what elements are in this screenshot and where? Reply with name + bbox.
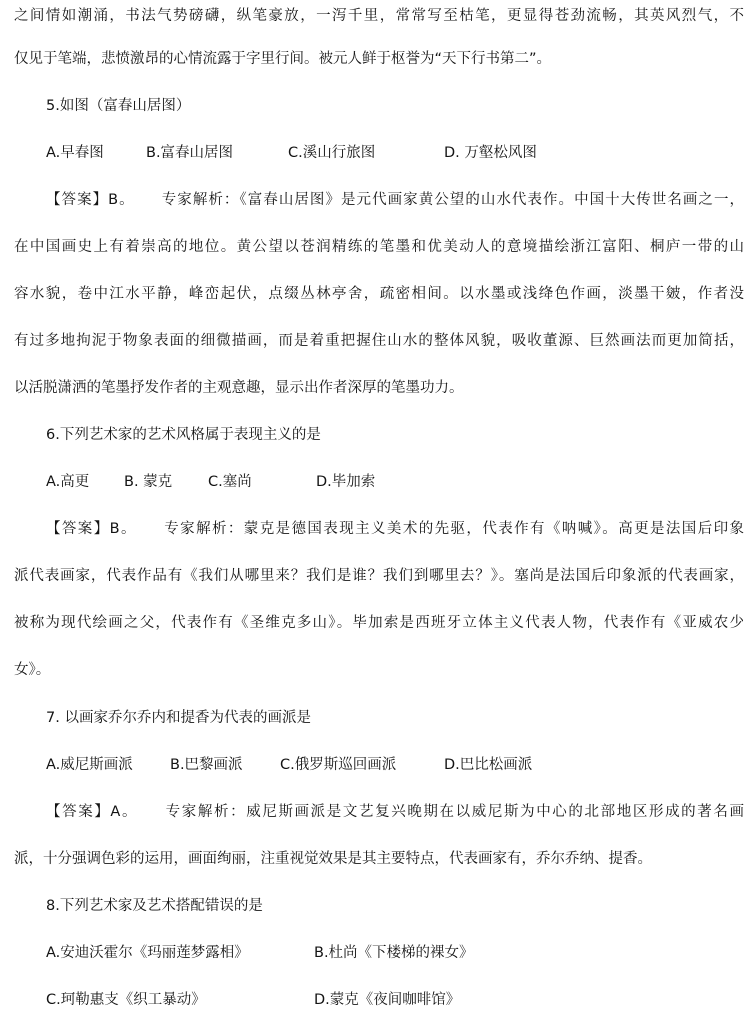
q6-option-d: D.毕加索 xyxy=(316,474,376,490)
q7-analysis-line-2: 派，十分强调色彩的运用，画面绚丽，注重视觉效果是其主要特点，代表画家有，乔尔乔纳、提香。 xyxy=(14,851,652,867)
question-7: 7. 以画家乔尔乔内和提香为代表的画派是 xyxy=(46,710,311,726)
intro-line-1: 之间情如潮涌，书法气势磅礴，纵笔豪放，一泻千里，常常写至枯笔，更显得苍劲流畅，其英风烈气，不 xyxy=(14,8,744,24)
q8-option-c: C.珂勒惠支《织工暴动》 xyxy=(46,992,206,1008)
q7-analysis-label: 专家解析： xyxy=(164,804,247,820)
q6-option-c: C.塞尚 xyxy=(208,474,252,490)
question-5: 5.如图（富春山居图） xyxy=(46,98,191,114)
q7-answer: 【答案】A。 xyxy=(46,804,139,820)
q5-analysis-line-2: 在中国画史上有着崇高的地位。黄公望以苍润精练的笔墨和优美动人的意境描绘浙江富阳、桐庐一带的山 xyxy=(14,239,744,255)
q5-option-a: A.早春图 xyxy=(46,145,104,161)
q5-option-b: B.富春山居图 xyxy=(146,145,234,161)
q6-analysis-line-4: 女》。 xyxy=(14,662,51,678)
q7-option-d: D.巴比松画派 xyxy=(444,757,533,773)
q5-analysis-line-3: 容水貌，卷中江水平静，峰峦起伏，点缀丛林亭舍，疏密相间。以水墨或浅绛色作画，淡墨干皴，作者没 xyxy=(14,286,744,302)
question-8: 8.下列艺术家及艺术搭配错误的是 xyxy=(46,898,263,914)
q7-answer-line xyxy=(46,802,744,822)
q7-option-c: C.俄罗斯巡回画派 xyxy=(280,757,397,773)
q5-answer-line xyxy=(46,190,744,210)
q6-option-a: A.高更 xyxy=(46,474,90,490)
q5-analysis-label: 专家解析： xyxy=(160,192,240,208)
q6-answer: 【答案】B。 xyxy=(46,521,137,537)
q8-option-b: B.杜尚《下楼梯的裸女》 xyxy=(314,945,474,961)
q5-analysis-line-5: 以活脱潇洒的笔墨抒发作者的主观意趣，显示出作者深厚的笔墨功力。 xyxy=(14,380,464,396)
q8-option-d: D.蒙克《夜间咖啡馆》 xyxy=(314,992,461,1008)
q8-option-a: A.安迪沃霍尔《玛丽莲梦露相》 xyxy=(46,945,249,961)
q7-option-b: B.巴黎画派 xyxy=(170,757,243,773)
q6-option-b: B. 蒙克 xyxy=(124,474,173,490)
q6-analysis-label: 专家解析： xyxy=(162,521,244,537)
q6-analysis-line-3: 被称为现代绘画之父，代表作有《圣维克多山》。毕加索是西班牙立体主义代表人物，代表作有《亚威农少 xyxy=(14,615,744,631)
question-6: 6.下列艺术家的艺术风格属于表现主义的是 xyxy=(46,427,321,443)
q5-answer: 【答案】B。 xyxy=(46,192,135,208)
intro-line-2: 仅见于笔端，悲愤激昂的心情流露于字里行间。被元人鲜于枢誉为“天下行书第二”。 xyxy=(14,51,552,67)
q5-analysis-line-4: 有过多地拘泥于物象表面的细微描画，而是着重把握住山水的整体风貌，吸收董源、巨然画法而更加简括， xyxy=(14,333,744,349)
q6-analysis-line-2: 派代表画家，代表作品有《我们从哪里来？我们是谁？我们到哪里去？》。塞尚是法国后印象派的代表画家， xyxy=(14,568,744,584)
q5-option-d: D. 万壑松风图 xyxy=(444,145,537,161)
q5-analysis-line-1: 《富春山居图》是元代画家黄公望的山水代表作。中国十大传世名画之一， xyxy=(239,192,744,208)
q6-analysis-line-1: 蒙克是德国表现主义美术的先驱，代表作有《呐喊》。高更是法国后印象 xyxy=(243,521,744,537)
q7-analysis-line-1: 威尼斯画派是文艺复兴晚期在以威尼斯为中心的北部地区形成的著名画 xyxy=(246,804,744,820)
q5-option-c: C.溪山行旅图 xyxy=(288,145,376,161)
q6-answer-line xyxy=(46,519,744,539)
q7-option-a: A.威尼斯画派 xyxy=(46,757,133,773)
